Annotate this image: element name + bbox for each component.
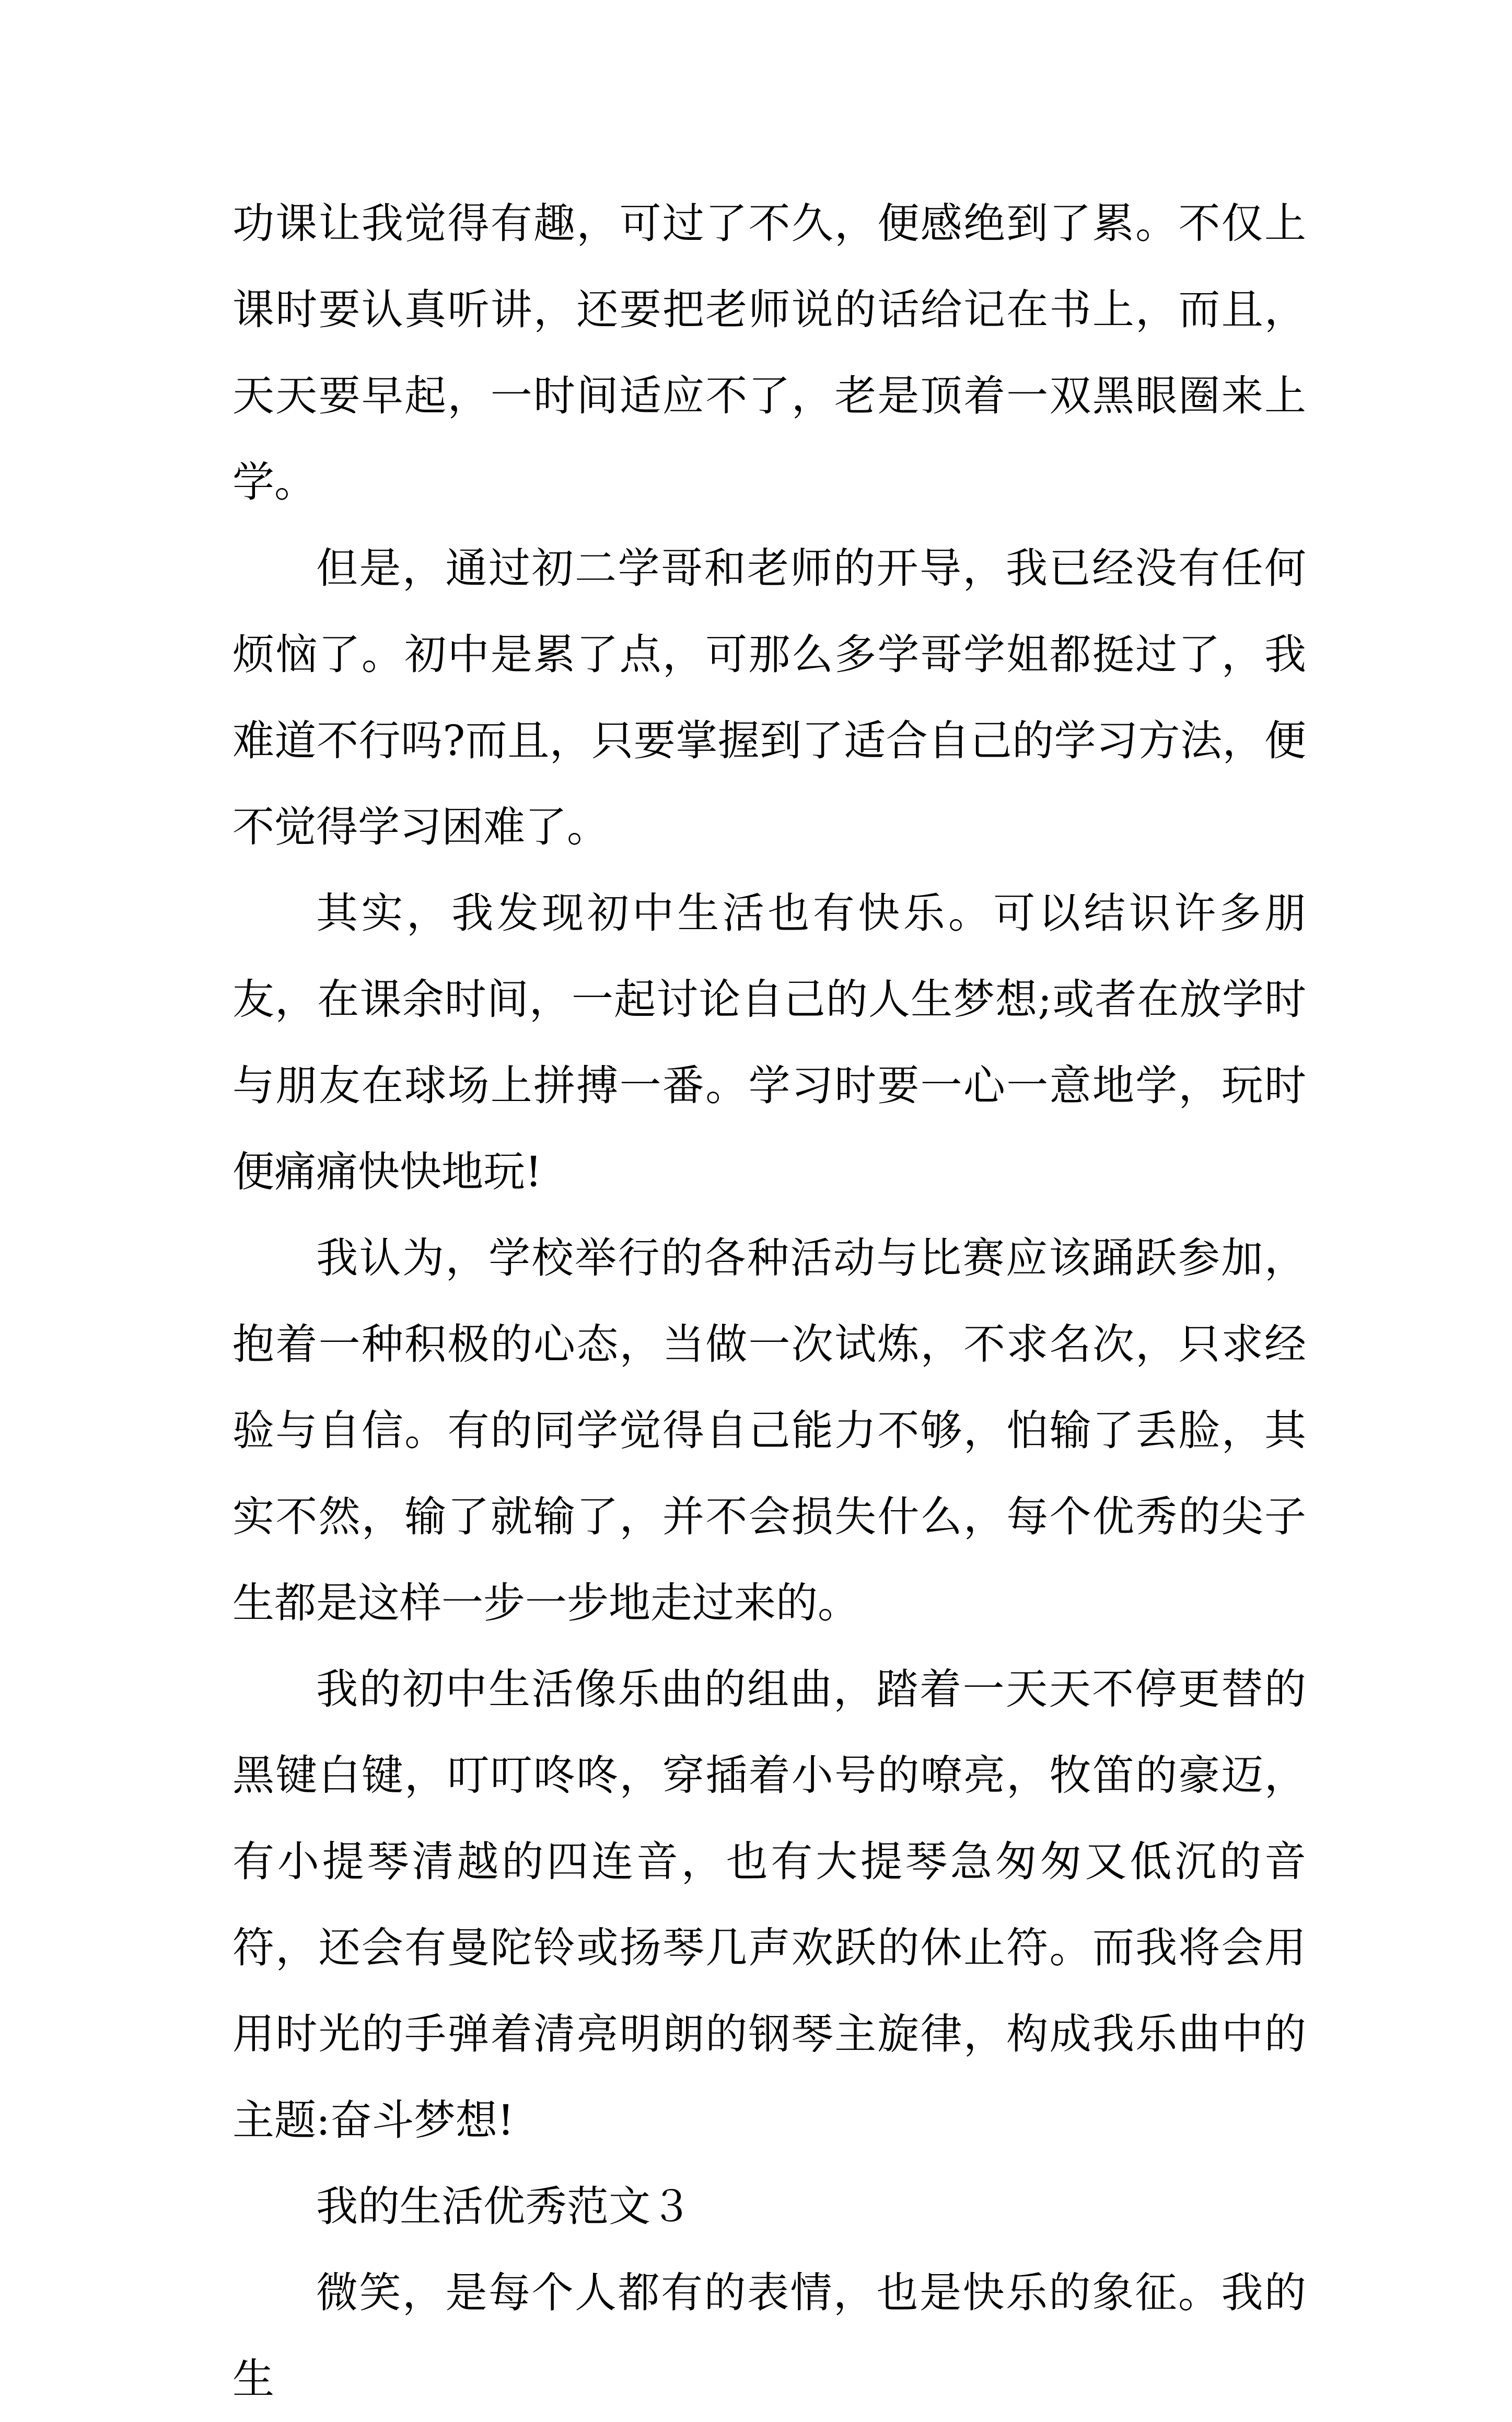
- paragraph-final: 微笑，是每个人都有的表情，也是快乐的象征。我的生: [232, 2268, 1306, 2403]
- paragraph: 但是，通过初二学哥和老师的开导，我已经没有任何烦恼了。初中是累了点，可那么多学哥学姐都挺过了，我难道不行吗?而且，只要掌握到了适合自己的学习方法，便不觉得学习困难了。: [232, 544, 1306, 851]
- section-heading: 我的生活优秀范文３: [316, 2182, 692, 2231]
- document-body: [232, 180, 1306, 2422]
- paragraph: 其实，我发现初中生活也有快乐。可以结识许多朋友，在课余时间，一起讨论自己的人生梦想;或者在放学时与朋友在球场上拼搏一番。学习时要一心一意地学，玩时便痛痛快快地玩!: [232, 889, 1306, 1196]
- paragraph: 我的初中生活像乐曲的组曲，踏着一天天不停更替的黑键白键，叮叮咚咚，穿插着小号的嘹亮，牧笛的豪迈，有小提琴清越的四连音，也有大提琴急匆匆又低沉的音符，还会有曼陀铃或扬琴几声欢跃的休止符。而我将会用用时光的手弹着清亮明朗的钢琴主旋律，构成我乐曲中的主题:奋斗梦想!: [232, 1665, 1306, 2145]
- paragraph: 我认为，学校举行的各种活动与比赛应该踊跃参加，抱着一种积极的心态，当做一次试炼，不求名次，只求经验与自信。有的同学觉得自己能力不够，怕输了丢脸，其实不然，输了就输了，并不会损失什么，每个优秀的尖子生都是这样一步一步地走过来的。: [232, 1234, 1306, 1627]
- paragraph-continuation: 功课让我觉得有趣，可过了不久，便感绝到了累。不仅上课时要认真听讲，还要把老师说的话给记在书上，而且，天天要早起，一时间适应不了，老是顶着一双黑眼圈来上学。: [232, 199, 1306, 506]
